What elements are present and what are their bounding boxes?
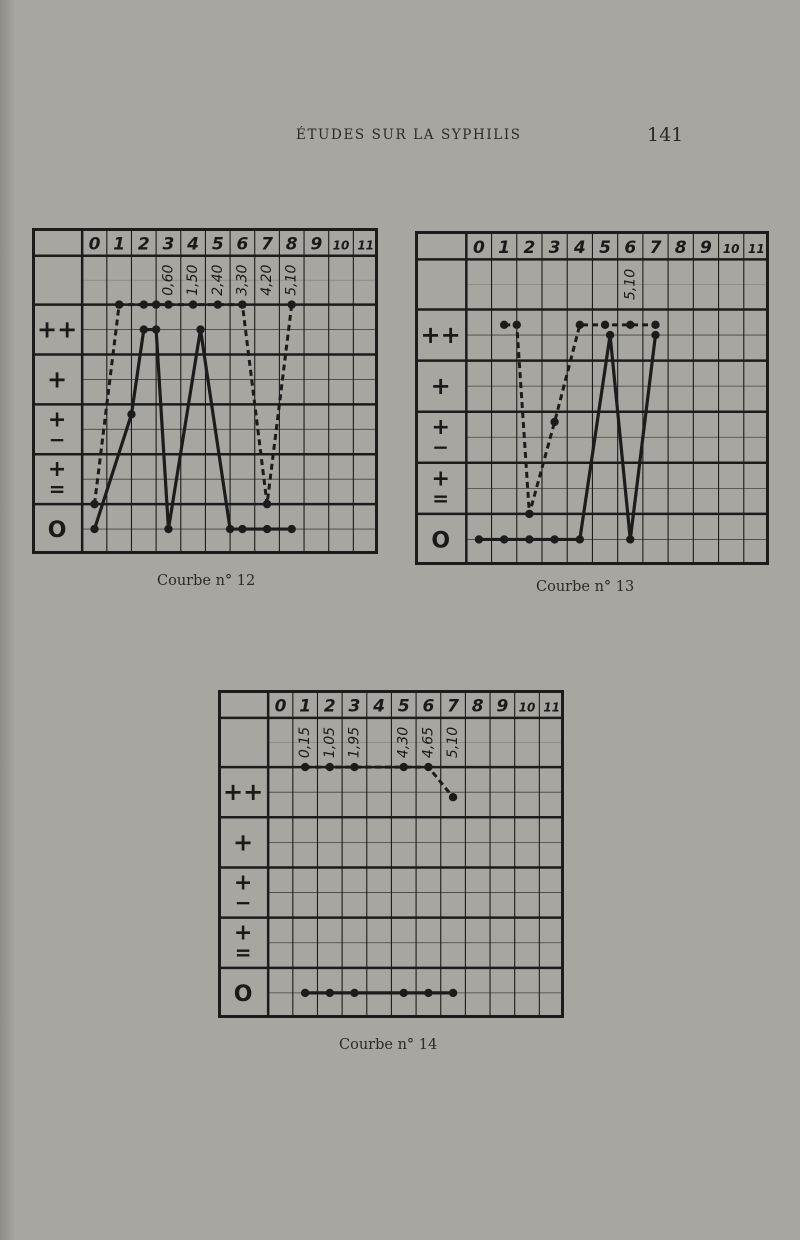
data-point [424,763,432,771]
day-label: 5 [599,238,611,259]
day-label: 7 [447,696,459,717]
intensity-symbol: + [233,920,253,946]
day-label: 6 [624,238,637,259]
day-label: 4 [373,696,386,717]
day-label: 5 [211,234,224,255]
day-label: 3 [548,238,561,259]
intensity-symbol: + [430,372,451,401]
day-label: 1 [299,696,312,717]
day-label: 0 [88,234,101,255]
dose-label: 1,05 [321,726,338,759]
data-point [263,525,271,533]
data-point [152,325,160,333]
intensity-symbol: = [234,940,252,965]
intensity-label [431,415,449,459]
intensity-label [234,871,252,915]
data-point [90,525,98,533]
data-point [449,989,457,997]
intensity-symbol: + [233,870,253,896]
data-point [525,510,533,518]
intensity-symbol: = [432,486,450,511]
data-point [326,763,334,771]
data-point [350,989,358,997]
data-point [301,763,309,771]
intensity-symbol: O [233,981,253,1007]
day-label: 6 [422,696,435,717]
data-point [301,989,309,997]
day-label: 6 [236,234,249,255]
data-point [288,300,296,308]
intensity-symbol: ++ [420,321,461,350]
dose-label: 5,10 [622,268,639,301]
data-point [164,525,172,533]
data-point [424,989,432,997]
dose-label: 0,15 [297,726,314,759]
data-point [400,763,408,771]
day-label: 1 [113,234,126,255]
intensity-symbol: ++ [222,778,264,807]
dose-label: 4,65 [420,726,437,759]
data-point [164,300,172,308]
data-point [226,525,234,533]
data-point [513,321,521,329]
data-point [196,325,204,333]
day-label: 2 [523,238,536,259]
dose-label: 1,50 [185,264,202,296]
chart-courbe-14 [218,690,564,1018]
intensity-label [223,778,263,806]
day-label: 8 [674,238,687,259]
dose-label: 2,40 [209,264,226,296]
data-point [525,535,533,543]
day-label: 11 [543,700,561,715]
series-line-dashed [305,767,453,797]
dose-label: 5,10 [445,726,462,759]
data-point [576,321,584,329]
day-label: 11 [357,238,375,253]
data-point [189,300,197,308]
day-label: 2 [137,234,150,255]
day-label: 7 [649,238,662,259]
intensity-label [421,321,461,349]
intensity-symbol: O [47,518,67,544]
intensity-symbol: − [432,435,450,460]
intensity-label [234,982,253,1007]
data-point [500,535,508,543]
data-point [626,535,634,543]
day-label: 1 [498,238,511,259]
intensity-symbol: + [233,828,254,857]
intensity-label [233,828,253,856]
data-point [606,331,614,339]
data-point [651,331,659,339]
day-label: 9 [496,696,509,717]
intensity-symbol: + [431,415,450,441]
dose-label: 4,20 [259,264,276,296]
day-label: 0 [274,696,287,717]
data-point [238,300,246,308]
data-point [140,300,148,308]
day-label: 10 [518,700,536,715]
chart-courbe-13 [415,231,769,565]
data-point [400,989,408,997]
book-spine-shadow [0,0,14,1240]
day-label: 3 [162,234,175,255]
dose-label: 3,30 [234,264,251,296]
running-header-title: ÉTUDES SUR LA SYPHILIS [296,127,522,143]
data-point [550,535,558,543]
data-point [127,410,135,418]
intensity-label [48,518,67,543]
data-point [449,793,457,801]
dose-label: 1,95 [346,726,363,759]
intensity-label [431,466,449,510]
intensity-label [431,528,450,553]
data-point [326,989,334,997]
intensity-label [37,316,77,344]
intensity-label [47,365,67,393]
data-point [626,321,634,329]
day-label: 8 [285,234,298,255]
dose-label: 0,60 [160,264,177,296]
intensity-symbol: O [431,528,451,554]
day-label: 5 [397,696,410,717]
page-number: 141 [647,124,684,146]
caption-courbe-14: Courbe n° 14 [339,1037,438,1053]
data-point [288,525,296,533]
dose-label: 4,30 [395,726,412,759]
day-label: 4 [573,238,586,259]
day-label: 8 [471,696,484,717]
data-point [263,500,271,508]
caption-courbe-12: Courbe n° 12 [157,573,256,589]
intensity-symbol: − [48,427,66,452]
day-label: 10 [332,238,350,253]
day-label: 4 [187,234,200,255]
intensity-label [48,457,66,501]
day-label: 11 [748,242,765,257]
day-label: 3 [348,696,361,717]
data-point [90,500,98,508]
data-point [115,300,123,308]
intensity-label [431,372,451,400]
data-point [140,325,148,333]
intensity-label [234,921,252,965]
intensity-symbol: + [431,466,450,492]
series-line-dashed [504,325,655,514]
data-point [576,535,584,543]
intensity-symbol: ++ [36,315,78,344]
data-point [350,763,358,771]
data-point [152,300,160,308]
data-point [500,321,508,329]
day-label: 9 [310,234,323,255]
intensity-label [48,407,66,451]
day-label: 9 [700,238,712,259]
chart-courbe-12 [32,228,378,554]
dose-label: 5,10 [283,264,300,296]
data-point [214,300,222,308]
data-point [651,321,659,329]
intensity-symbol: + [47,407,67,433]
intensity-symbol: + [47,457,67,483]
day-label: 0 [473,238,485,259]
day-label: 7 [261,234,273,255]
intensity-symbol: − [234,890,252,915]
caption-courbe-13: Courbe n° 13 [536,579,635,595]
data-point [475,535,483,543]
day-label: 10 [722,242,740,257]
data-point [238,525,246,533]
intensity-symbol: + [47,365,68,394]
day-label: 2 [323,696,336,717]
intensity-symbol: = [48,477,66,502]
data-point [601,321,609,329]
data-point [550,418,558,426]
